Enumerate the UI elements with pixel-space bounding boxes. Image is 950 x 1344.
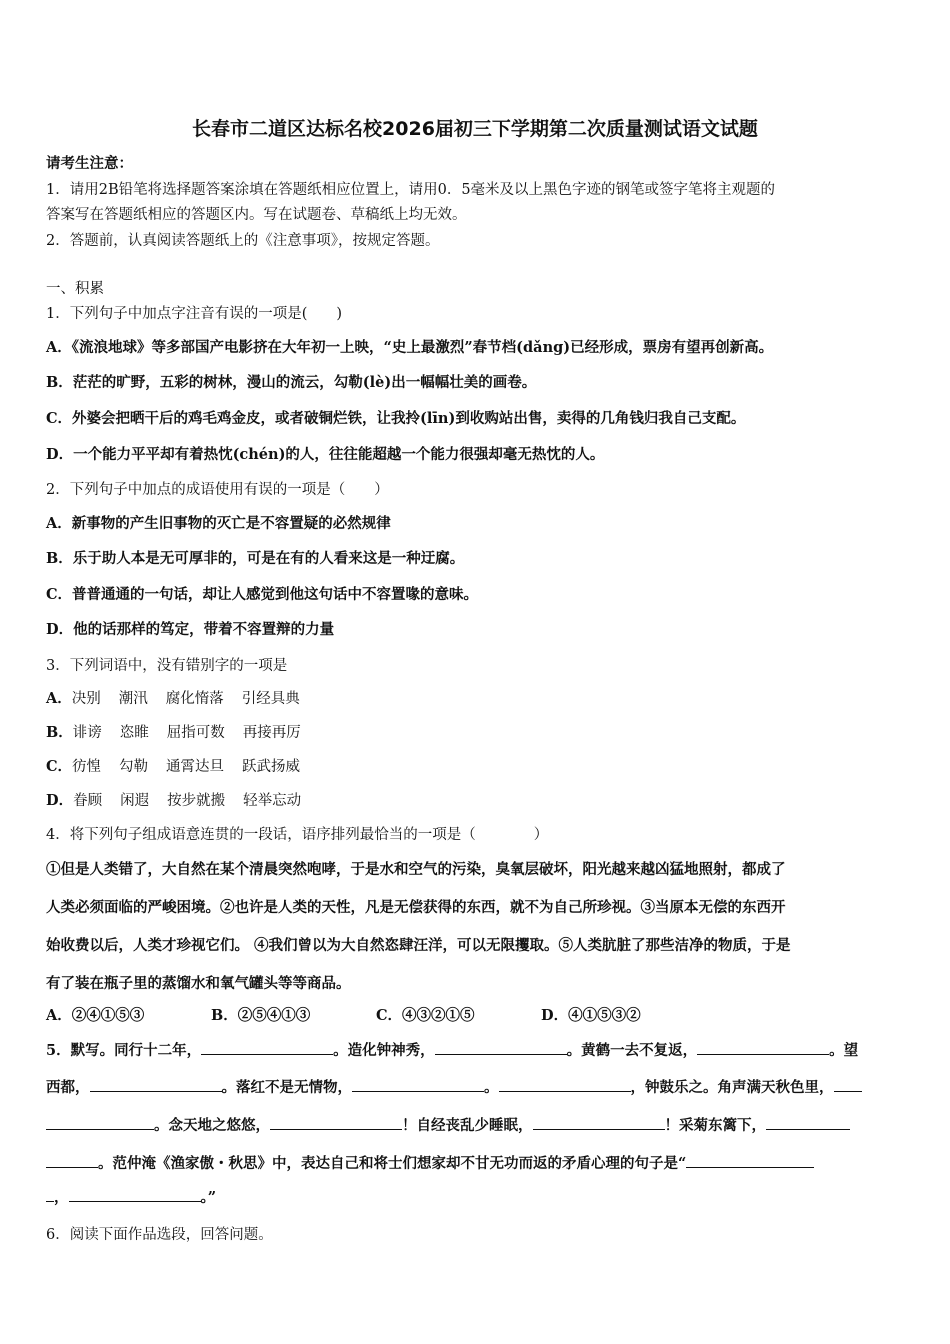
q5-line-2: 西都， 。落红不是无情物， 。 ，钟鼓乐之。角声满天秋色里， xyxy=(46,1076,906,1097)
q6-stem: 6．阅读下面作品选段，回答问题。 xyxy=(46,1227,273,1243)
q5-line-1: 5．默写。同行十二年， 。造化钟神秀， 。黄鹤一去不复返， 。望 xyxy=(46,1042,859,1059)
blank[interactable] xyxy=(697,1040,829,1055)
blank[interactable] xyxy=(46,1153,98,1168)
exam-title: 长春市二道区达标名校2026届初三下学期第二次质量测试语文试题 xyxy=(192,118,758,140)
notice-item-1-cont: 答案写在答题纸相应的答题区内。写在试题卷、草稿纸上均无效。 xyxy=(46,207,467,223)
q4-passage-line-3: 始收费以后，人类才珍视它们。 ④我们曾以为大自然恣肆汪洋，可以无限攫取。⑤人类肮脏了那些洁净的物质，于是 xyxy=(46,937,791,954)
q1-option-b: B．茫茫的旷野，五彩的树林，漫山的流云，勾勒(lè)出一幅幅壮美的画卷。 xyxy=(46,374,537,391)
blank[interactable] xyxy=(499,1077,631,1092)
q3-stem: 3．下列词语中，没有错别字的一项是 xyxy=(46,658,288,674)
q4-stem: 4．将下列句子组成语意连贯的一段话，语序排列最恰当的一项是（ ） xyxy=(46,827,549,843)
q3-option-b: B．诽谤 恣睢 屈指可数 再接再厉 xyxy=(46,724,301,741)
section-heading: 一、积累 xyxy=(46,281,104,297)
blank[interactable] xyxy=(90,1077,222,1092)
notice-heading: 请考生注意： xyxy=(46,155,133,172)
blank[interactable] xyxy=(834,1077,862,1092)
blank[interactable] xyxy=(46,1115,154,1130)
blank[interactable] xyxy=(435,1040,567,1055)
blank[interactable] xyxy=(201,1040,333,1055)
q2-option-b: B．乐于助人本是无可厚非的，可是在有的人看来这是一种迂腐。 xyxy=(46,550,465,567)
q3-option-d: D．眷顾 闲遐 按步就搬 轻举忘动 xyxy=(46,792,302,809)
q4-passage-line-4: 有了装在瓶子里的蒸馏水和氧气罐头等等商品。 xyxy=(46,975,351,992)
q1-option-d: D．一个能力平平却有着热忱(chén)的人，往往能超越一个能力很强却毫无热忱的人。 xyxy=(46,446,605,463)
blank[interactable] xyxy=(46,1187,54,1202)
q1-option-a: A．《流浪地球》等多部国产电影挤在大年初一上映，“史上最激烈”春节档(dǎng)已经形成，票房有望再创新高。 xyxy=(46,339,774,356)
q4-option-a: A．②④①⑤③ xyxy=(46,1007,145,1024)
blank[interactable] xyxy=(270,1115,402,1130)
q2-option-d: D．他的话那样的笃定，带着不容置辩的力量 xyxy=(46,621,335,638)
blank[interactable] xyxy=(686,1153,814,1168)
blank[interactable] xyxy=(352,1077,484,1092)
q2-stem: 2．下列句子中加点的成语使用有误的一项是（ ） xyxy=(46,482,389,498)
q4-option-c: C．④③②①⑤ xyxy=(376,1007,475,1024)
q5-line-4: 。范仲淹《渔家傲・秋思》中，表达自己和将士们想家却不甘无功而返的矛盾心理的句子是“ xyxy=(46,1152,906,1173)
q4-passage-line-2: 人类必须面临的严峻困境。②也许是人类的天性，凡是无偿获得的东西，就不为自己所珍视。③当原本无偿的东西开 xyxy=(46,899,786,916)
q3-option-a: A．决别 潮汛 腐化惰落 引经具典 xyxy=(46,690,300,707)
q3-option-c: C．彷惶 勾勒 通霄达旦 跃武扬威 xyxy=(46,758,301,775)
q4-option-b: B．②⑤④①③ xyxy=(211,1007,311,1024)
q5-line-3: 。念天地之悠悠， ！自经丧乱少睡眠， ！采菊东篱下， xyxy=(46,1114,906,1135)
q1-stem: 1．下列句子中加点字注音有误的一项是( ) xyxy=(46,306,343,322)
q1-option-c: C．外婆会把晒干后的鸡毛鸡金皮，或者破铜烂铁，让我拎(līn)到收购站出售，卖得的几角钱归我自己支配。 xyxy=(46,410,746,427)
q2-option-c: C．普普通通的一句话，却让人感觉到他这句话中不容置喙的意味。 xyxy=(46,586,479,603)
notice-item-2: 2．答题前，认真阅读答题纸上的《注意事项》，按规定答题。 xyxy=(46,233,440,249)
q5-line-5: ， 。” xyxy=(46,1186,906,1207)
blank[interactable] xyxy=(766,1115,850,1130)
q4-option-d: D．④①⑤③② xyxy=(541,1007,641,1024)
q4-passage-line-1: ①但是人类错了，大自然在某个清晨突然咆哮，于是水和空气的污染，臭氧层破坏，阳光越来越凶猛地照射，都成了 xyxy=(46,861,786,878)
blank[interactable] xyxy=(69,1187,201,1202)
q4-options xyxy=(46,1004,906,1025)
blank[interactable] xyxy=(533,1115,665,1130)
q2-option-a: A．新事物的产生旧事物的灭亡是不容置疑的必然规律 xyxy=(46,515,391,532)
notice-item-1: 1．请用2B铅笔将选择题答案涂填在答题纸相应位置上，请用0．5毫米及以上黑色字迹的钢笔或签字笔将主观题的 xyxy=(46,182,776,198)
